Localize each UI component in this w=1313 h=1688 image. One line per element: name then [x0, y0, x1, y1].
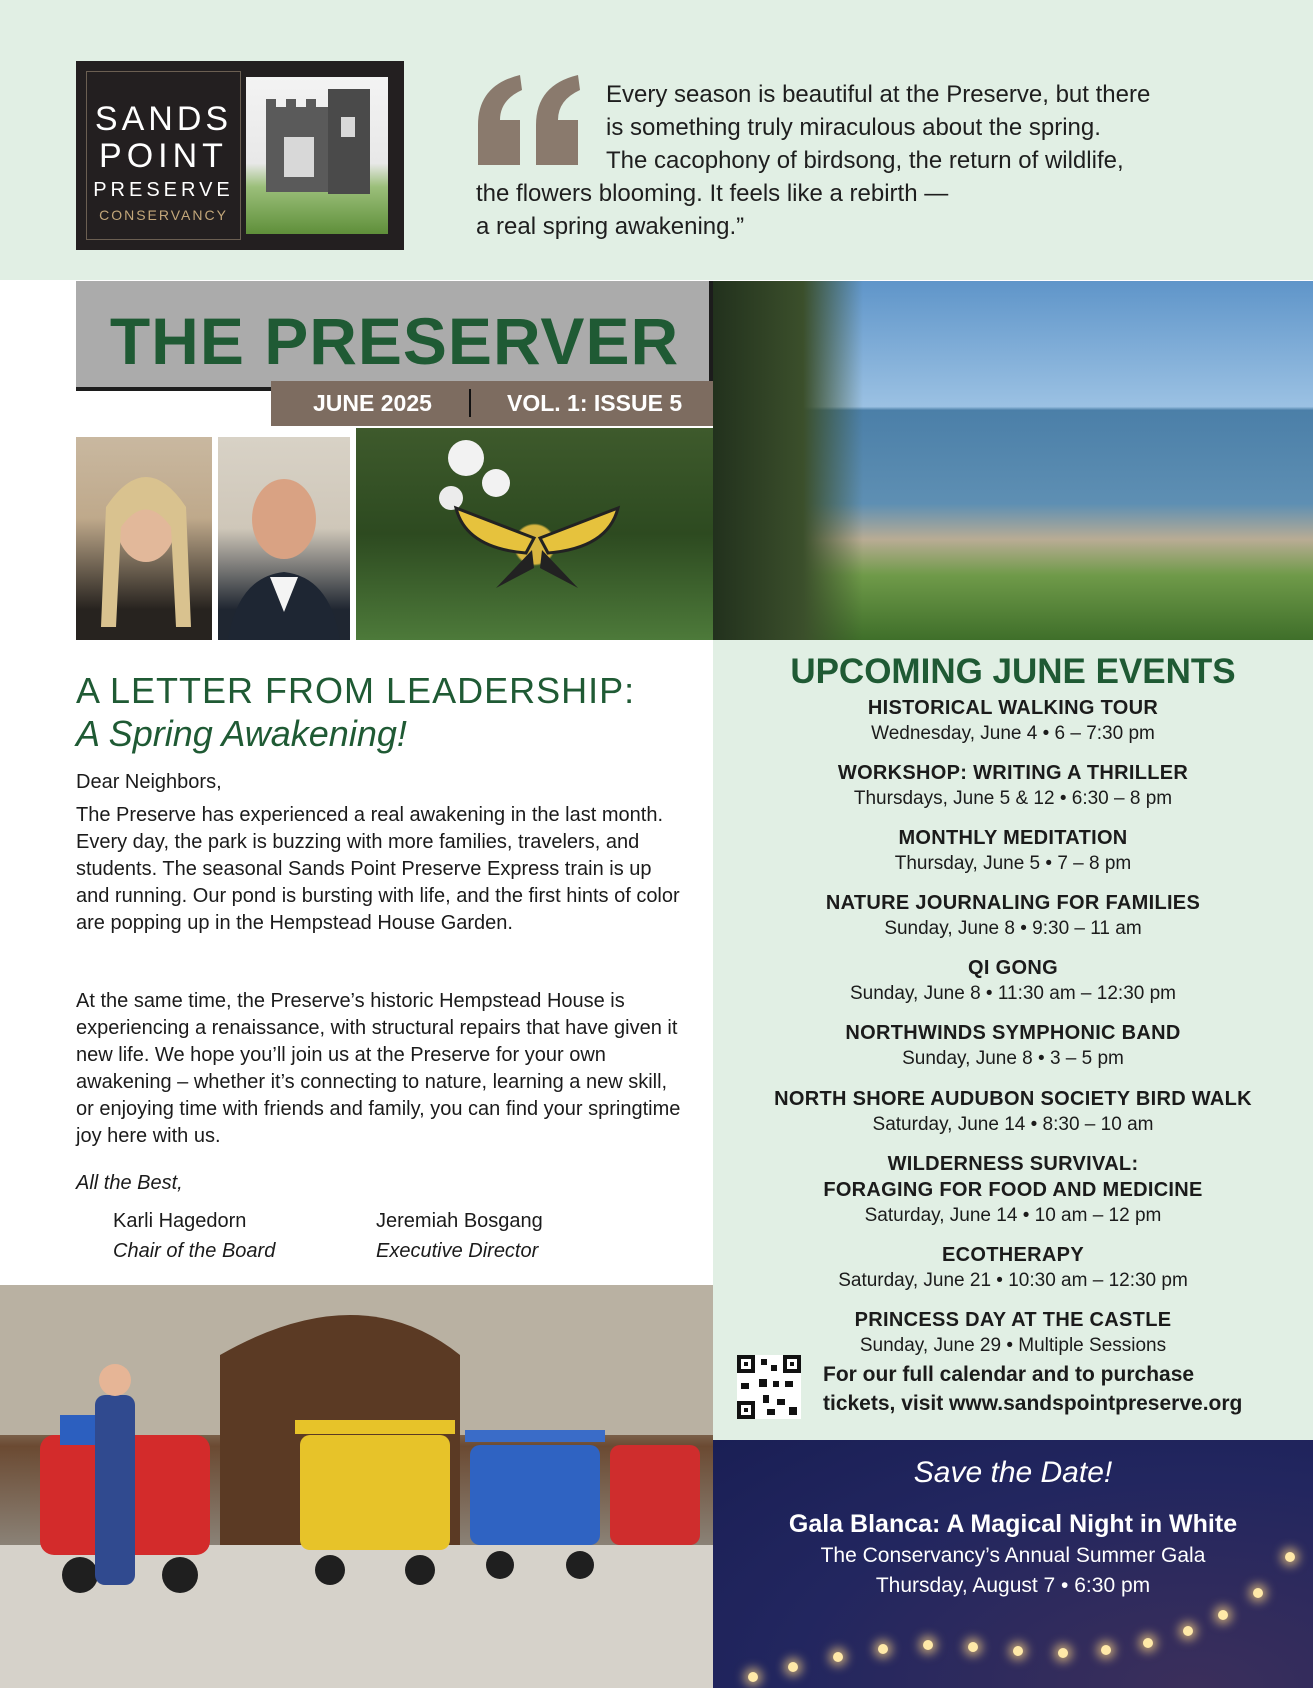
portrait-director-photo — [218, 437, 350, 640]
issue-bar — [271, 381, 731, 426]
quote-line-1: Every season is beautiful at the Preserve, but there — [606, 81, 1151, 108]
event-item[interactable] — [713, 760, 1313, 812]
event-item[interactable] — [713, 1307, 1313, 1359]
string-light-icon — [748, 1672, 758, 1682]
logo-line-conservancy: CONSERVANCY — [99, 207, 228, 223]
event-name: NORTH SHORE AUDUBON SOCIETY BIRD WALK — [774, 1088, 1252, 1110]
string-light-icon — [1285, 1552, 1295, 1562]
string-light-icon — [788, 1662, 798, 1672]
event-name: QI GONG — [968, 957, 1058, 979]
cta-line-1: For our full calendar and to purchase — [823, 1363, 1195, 1386]
string-light-icon — [968, 1642, 978, 1652]
event-time: Saturday, June 14 • 10 am – 12 pm — [864, 1205, 1162, 1226]
gala-save-the-date: Save the Date! — [913, 1456, 1113, 1489]
quote-line-5: a real spring awakening.” — [476, 213, 745, 240]
logo-wordmark — [86, 71, 241, 240]
event-name: WORKSHOP: WRITING A THRILLER — [837, 762, 1189, 784]
event-time: Sunday, June 8 • 3 – 5 pm — [902, 1048, 1124, 1069]
portrait-chair-photo — [76, 437, 212, 640]
string-light-icon — [923, 1640, 933, 1650]
string-light-icon — [833, 1652, 843, 1662]
letter-subheading: A Spring Awakening! — [76, 713, 407, 754]
gala-date: Thursday, August 7 • 6:30 pm — [875, 1574, 1151, 1597]
issue-volume: VOL. 1: ISSUE 5 — [507, 390, 683, 416]
signer-name: Jeremiah Bosgang — [376, 1210, 543, 1232]
string-light-icon — [1183, 1626, 1193, 1636]
event-item[interactable] — [713, 825, 1313, 877]
quote-line-2: is something truly miraculous about the spring. — [606, 114, 1101, 141]
event-item[interactable] — [713, 1242, 1313, 1294]
event-name: MONTHLY MEDITATION — [898, 827, 1128, 849]
logo-line-point: POINT — [99, 137, 228, 175]
gala-title: Gala Blanca: A Magical Night in White — [788, 1510, 1238, 1538]
shoreline-photo — [713, 281, 1313, 640]
string-light-icon — [878, 1644, 888, 1654]
calendar-cta-text — [823, 1360, 1303, 1418]
event-item[interactable] — [713, 955, 1313, 1007]
event-time: Sunday, June 8 • 11:30 am – 12:30 pm — [850, 983, 1176, 1004]
letter-heading: A LETTER FROM LEADERSHIP: — [76, 670, 636, 711]
string-light-icon — [1218, 1610, 1228, 1620]
event-time: Sunday, June 8 • 9:30 – 11 am — [884, 918, 1142, 939]
letter-paragraph-1: The Preserve has experienced a real awakening in the last month. Every day, the park is buzzing with more families, travelers, and students. The seasonal Sands Point Preserve Express train is up and running. Our pond is bursting with life, and the first hints of color are popping up in the Hempstead House Garden. — [76, 804, 680, 934]
issue-date: JUNE 2025 — [313, 390, 432, 416]
event-item[interactable] — [713, 1086, 1313, 1138]
event-time: Saturday, June 14 • 8:30 – 10 am — [872, 1114, 1154, 1135]
event-time: Sunday, June 29 • Multiple Sessions — [859, 1335, 1167, 1356]
signer-name: Karli Hagedorn — [113, 1210, 247, 1232]
event-name: WILDERNESS SURVIVAL: — [887, 1153, 1139, 1175]
event-time: Wednesday, June 4 • 6 – 7:30 pm — [871, 723, 1155, 744]
pull-quote — [476, 78, 1256, 243]
masthead — [76, 281, 713, 391]
letter-signoff: All the Best, — [76, 1172, 183, 1194]
qr-code-icon[interactable] — [737, 1355, 801, 1419]
event-name: ECOTHERAPY — [942, 1244, 1084, 1266]
letter-salutation: Dear Neighbors, — [76, 771, 222, 793]
events-panel — [713, 640, 1313, 1440]
string-light-icon — [1101, 1645, 1111, 1655]
issue-divider — [469, 389, 471, 417]
event-name-line-2: FORAGING FOR FOOD AND MEDICINE — [823, 1179, 1203, 1201]
cta-line-2[interactable]: tickets, visit www.sandspointpreserve.org — [823, 1392, 1243, 1415]
express-train-photo — [0, 1285, 713, 1688]
logo-line-preserve: PRESERVE — [93, 179, 234, 201]
newsletter-title: THE PRESERVER — [109, 304, 680, 378]
save-the-date-gala[interactable] — [713, 1440, 1313, 1688]
event-item[interactable] — [713, 695, 1313, 747]
butterfly-photo — [356, 428, 713, 640]
calendar-cta[interactable] — [737, 1355, 1297, 1425]
event-time: Saturday, June 21 • 10:30 am – 12:30 pm — [838, 1270, 1188, 1291]
quote-line-3: The cacophony of birdsong, the return of wildlife, — [606, 147, 1124, 174]
tree-silhouette — [713, 281, 863, 640]
event-name: PRINCESS DAY AT THE CASTLE — [854, 1309, 1172, 1331]
gala-subtitle: The Conservancy’s Annual Summer Gala — [820, 1544, 1206, 1567]
sands-point-preserve-logo[interactable] — [76, 61, 404, 250]
signer-title: Chair of the Board — [113, 1240, 276, 1262]
event-name: NORTHWINDS SYMPHONIC BAND — [845, 1022, 1181, 1044]
castle-illustration — [246, 77, 388, 234]
string-light-icon — [1058, 1648, 1068, 1658]
events-heading: UPCOMING JUNE EVENTS — [790, 652, 1236, 691]
string-light-icon — [1143, 1638, 1153, 1648]
quote-line-4: the flowers blooming. It feels like a rebirth — — [476, 180, 949, 207]
event-time: Thursday, June 5 • 7 – 8 pm — [894, 853, 1132, 874]
logo-line-sands: SANDS — [94, 100, 233, 138]
signer-title: Executive Director — [376, 1240, 539, 1262]
event-name: HISTORICAL WALKING TOUR — [867, 697, 1159, 719]
event-item[interactable] — [713, 1020, 1313, 1072]
event-name: NATURE JOURNALING FOR FAMILIES — [825, 892, 1201, 914]
event-item[interactable] — [713, 890, 1313, 942]
string-light-icon — [1253, 1588, 1263, 1598]
event-time: Thursdays, June 5 & 12 • 6:30 – 8 pm — [853, 788, 1173, 809]
string-light-icon — [1013, 1646, 1023, 1656]
letter-paragraph-2: At the same time, the Preserve’s historic Hempstead House is experiencing a renaissance, with structural repairs that have given it new life. We hope you’ll join us at the Preserve for your own awakening – whether it’s connecting to nature, learning a new skill, or enjoying time with friends and family, you can find your springtime joy here with us. — [76, 990, 681, 1147]
event-item[interactable] — [713, 1151, 1313, 1229]
